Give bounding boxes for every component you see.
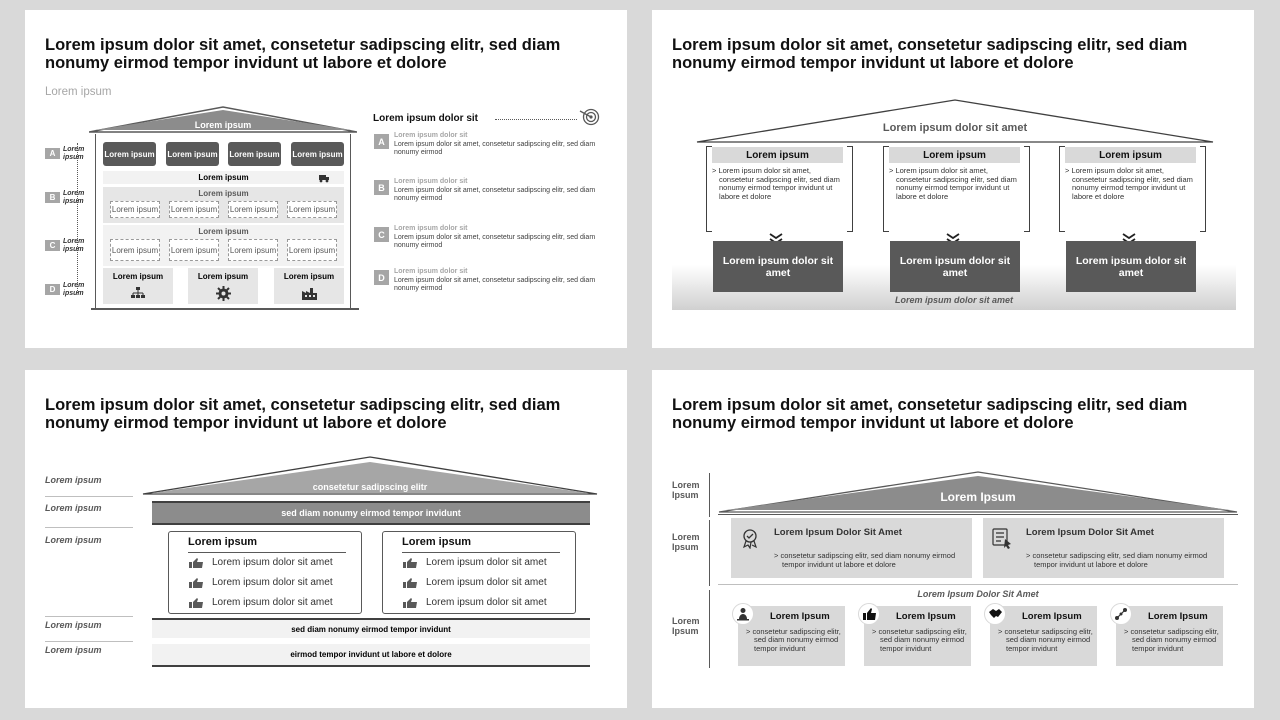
row-b-box-2[interactable]: Lorem ipsum [169, 201, 219, 218]
top-box-1[interactable]: Lorem ipsum [103, 142, 156, 166]
panel-item: Lorem ipsum dolor sit amet [212, 577, 333, 588]
left-label-1: Lorem Ipsum [672, 480, 700, 500]
base-bar-2: eirmod tempor invidunt ut labore et dolore [152, 644, 590, 667]
left-divider [45, 616, 133, 617]
column-bracket-right [1024, 146, 1030, 232]
award-icon [739, 527, 761, 549]
row-c-box-3[interactable]: Lorem ipsum [228, 239, 278, 261]
item-text: Lorem ipsum dolor sit amet, consetetur sadipscing elitr, sed diam nonumy eirmod [394, 141, 596, 156]
small-card-text: > consetetur sadipscing elitr, sed diam nonumy eirmod tempor invidunt [872, 628, 969, 653]
top-box-3[interactable]: Lorem ipsum [228, 142, 281, 166]
column-header: Lorem ipsum [889, 147, 1020, 163]
thumbs-up-icon [858, 603, 880, 625]
roof-shape [696, 98, 1214, 144]
checklist-icon [991, 527, 1013, 549]
slide-title: Lorem ipsum dolor sit amet, consetetur sadipscing elitr, sed diam nonumy eirmod tempor invidunt ut labore et dolore [672, 36, 1188, 72]
thumbs-up-icon [402, 556, 418, 568]
roof-label: Lorem ipsum [194, 120, 252, 130]
right-wall [350, 134, 354, 308]
panel-heading: Lorem ipsum [402, 536, 472, 548]
ground-label: Lorem ipsum dolor sit amet [894, 295, 1014, 305]
left-rule [709, 520, 710, 586]
slide-title: Lorem ipsum dolor sit amet, consetetur sadipscing elitr, sed diam nonumy eirmod tempor invidunt ut labore et dolore [45, 396, 561, 432]
left-divider [45, 527, 133, 528]
factory-icon [302, 286, 317, 300]
row-b-box-3[interactable]: Lorem ipsum [228, 201, 278, 218]
column-bracket-right [1200, 146, 1206, 232]
item-text: Lorem ipsum dolor sit amet, consetetur sadipscing elitr, sed diam nonumy eirmod [394, 187, 596, 202]
mid-card-text: > consetetur sadipscing elitr, sed diam nonumy eirmod tempor invidunt ut labore et dolore [774, 552, 966, 569]
left-divider [45, 496, 133, 497]
divider-line [718, 584, 1238, 585]
item-heading: Lorem ipsum dolor sit [394, 225, 468, 232]
item-letter-badge: D [374, 270, 389, 285]
row-c-box-2[interactable]: Lorem ipsum [169, 239, 219, 261]
left-label-3: Lorem Ipsum [672, 616, 700, 636]
left-label-1: Lorem ipsum [45, 475, 102, 485]
row-letter-badge: A [45, 148, 60, 159]
thumbs-up-icon [188, 596, 204, 608]
divider-label: Lorem Ipsum Dolor Sit Amet [917, 589, 1039, 599]
left-label-5: Lorem ipsum [45, 645, 102, 655]
column-header: Lorem ipsum [1065, 147, 1196, 163]
column-box[interactable]: Lorem ipsum dolor sit amet [1066, 241, 1196, 292]
column-bracket-right [847, 146, 853, 232]
roof-label: Lorem Ipsum [940, 490, 1016, 504]
left-rule [709, 590, 710, 668]
row-axis-line [77, 143, 78, 293]
row-label: Lorem ipsum [63, 190, 85, 205]
right-heading: Lorem ipsum dolor sit [373, 113, 479, 124]
left-rule [709, 473, 710, 517]
mid-card-heading: Lorem Ipsum Dolor Sit Amet [774, 527, 902, 538]
panel-heading-rule [402, 552, 560, 553]
left-divider [45, 641, 133, 642]
item-text: Lorem ipsum dolor sit amet, consetetur sadipscing elitr, sed diam nonumy eirmod [394, 234, 596, 249]
small-card-heading: Lorem Ipsum [770, 611, 830, 622]
panel-item: Lorem ipsum dolor sit amet [212, 597, 333, 608]
gear-icon [216, 286, 231, 301]
slide-house-framework-a[interactable] [25, 10, 627, 348]
small-card-text: > consetetur sadipscing elitr, sed diam nonumy eirmod tempor invidunt [1124, 628, 1221, 653]
thumbs-up-icon [188, 556, 204, 568]
panel-heading-rule [188, 552, 346, 553]
row-c-box-1[interactable]: Lorem ipsum [110, 239, 160, 261]
row-d-box-3-label: Lorem ipsum [283, 272, 335, 281]
row-a-band: Lorem ipsum [103, 171, 344, 184]
slide-house-framework-c[interactable] [25, 370, 627, 708]
handshake-icon [984, 603, 1006, 625]
left-label-2: Lorem ipsum [45, 503, 102, 513]
item-letter-badge: A [374, 134, 389, 149]
row-label: Lorem ipsum [63, 238, 85, 253]
panel-item: Lorem ipsum dolor sit amet [426, 597, 547, 608]
row-b-label: Lorem ipsum [198, 189, 249, 198]
slide-title: Lorem ipsum dolor sit amet, consetetur sadipscing elitr, sed diam nonumy eirmod tempor invidunt ut labore et dolore [672, 396, 1188, 432]
left-label-3: Lorem ipsum [45, 535, 102, 545]
row-c-label: Lorem ipsum [198, 227, 249, 236]
row-d-box-3[interactable] [274, 268, 344, 304]
slide-house-framework-b[interactable] [652, 10, 1254, 348]
thumbs-up-icon [402, 596, 418, 608]
row-d-box-2[interactable] [188, 268, 258, 304]
item-heading: Lorem ipsum dolor sit [394, 268, 468, 275]
small-card-heading: Lorem Ipsum [896, 611, 956, 622]
panel-item: Lorem ipsum dolor sit amet [212, 557, 333, 568]
row-d-box-1[interactable] [103, 268, 173, 304]
mid-card-text: > consetetur sadipscing elitr, sed diam nonumy eirmod tempor invidunt ut labore et dolore [1026, 552, 1218, 569]
roof-baseline [718, 514, 1238, 515]
truck-icon [318, 172, 330, 183]
column-text: > Lorem ipsum dolor sit amet, consetetur sadipscing elitr, sed diam nonumy eirmod tempor invidunt ut labore et dolore [712, 167, 842, 201]
thumbs-up-icon [402, 576, 418, 588]
item-heading: Lorem ipsum dolor sit [394, 178, 468, 185]
roof-label: Lorem ipsum dolor sit amet [882, 122, 1028, 134]
slide-house-framework-d[interactable] [652, 370, 1254, 708]
base-bar-1: sed diam nonumy eirmod tempor invidunt [152, 618, 590, 638]
row-b-box-1[interactable]: Lorem ipsum [110, 201, 160, 218]
panel-heading: Lorem ipsum [188, 536, 258, 548]
roof-label: consetetur sadipscing elitr [312, 482, 428, 492]
target-icon [579, 108, 601, 126]
row-letter-badge: D [45, 284, 60, 295]
small-card-text: > consetetur sadipscing elitr, sed diam nonumy eirmod tempor invidunt [746, 628, 843, 653]
row-label: Lorem ipsum [63, 282, 85, 297]
item-letter-badge: B [374, 180, 389, 195]
row-letter-badge: B [45, 192, 60, 203]
small-card-heading: Lorem Ipsum [1022, 611, 1082, 622]
left-label-2: Lorem Ipsum [672, 532, 700, 552]
mid-card-heading: Lorem Ipsum Dolor Sit Amet [1026, 527, 1154, 538]
network-icon [1110, 603, 1132, 625]
panel-item: Lorem ipsum dolor sit amet [426, 577, 547, 588]
column-text: > Lorem ipsum dolor sit amet, consetetur sadipscing elitr, sed diam nonumy eirmod tempor invidunt ut labore et dolore [889, 167, 1019, 201]
row-letter-badge: C [45, 240, 60, 251]
thumbs-up-icon [188, 576, 204, 588]
row-d-box-1-label: Lorem ipsum [112, 272, 164, 281]
small-card-heading: Lorem Ipsum [1148, 611, 1208, 622]
panel-item: Lorem ipsum dolor sit amet [426, 557, 547, 568]
heading-leader-line [495, 119, 577, 120]
left-label-4: Lorem ipsum [45, 620, 102, 630]
org-chart-icon [131, 287, 145, 299]
band-bar: sed diam nonumy eirmod tempor invidunt [152, 501, 590, 525]
left-wall [95, 134, 99, 308]
row-c-box-4[interactable]: Lorem ipsum [287, 239, 337, 261]
row-label: Lorem ipsum [63, 146, 85, 161]
item-heading: Lorem ipsum dolor sit [394, 132, 468, 139]
column-box[interactable]: Lorem ipsum dolor sit amet [890, 241, 1020, 292]
item-letter-badge: C [374, 227, 389, 242]
column-header: Lorem ipsum [712, 147, 843, 163]
item-text: Lorem ipsum dolor sit amet, consetetur sadipscing elitr, sed diam nonumy eirmod [394, 277, 596, 292]
small-card-text: > consetetur sadipscing elitr, sed diam nonumy eirmod tempor invidunt [998, 628, 1095, 653]
house-floor [91, 308, 359, 310]
column-box[interactable]: Lorem ipsum dolor sit amet [713, 241, 843, 292]
slide-title: Lorem ipsum dolor sit amet, consetetur sadipscing elitr, sed diam nonumy eirmod tempor invidunt ut labore et dolore [45, 36, 561, 72]
row-b-box-4[interactable]: Lorem ipsum [287, 201, 337, 218]
user-desk-icon [732, 603, 754, 625]
row-d-box-2-label: Lorem ipsum [197, 272, 249, 281]
top-box-4[interactable]: Lorem ipsum [291, 142, 344, 166]
slide-subtitle: Lorem ipsum [45, 86, 112, 98]
top-box-2[interactable]: Lorem ipsum [166, 142, 219, 166]
column-text: > Lorem ipsum dolor sit amet, consetetur sadipscing elitr, sed diam nonumy eirmod tempor invidunt ut labore et dolore [1065, 167, 1195, 201]
